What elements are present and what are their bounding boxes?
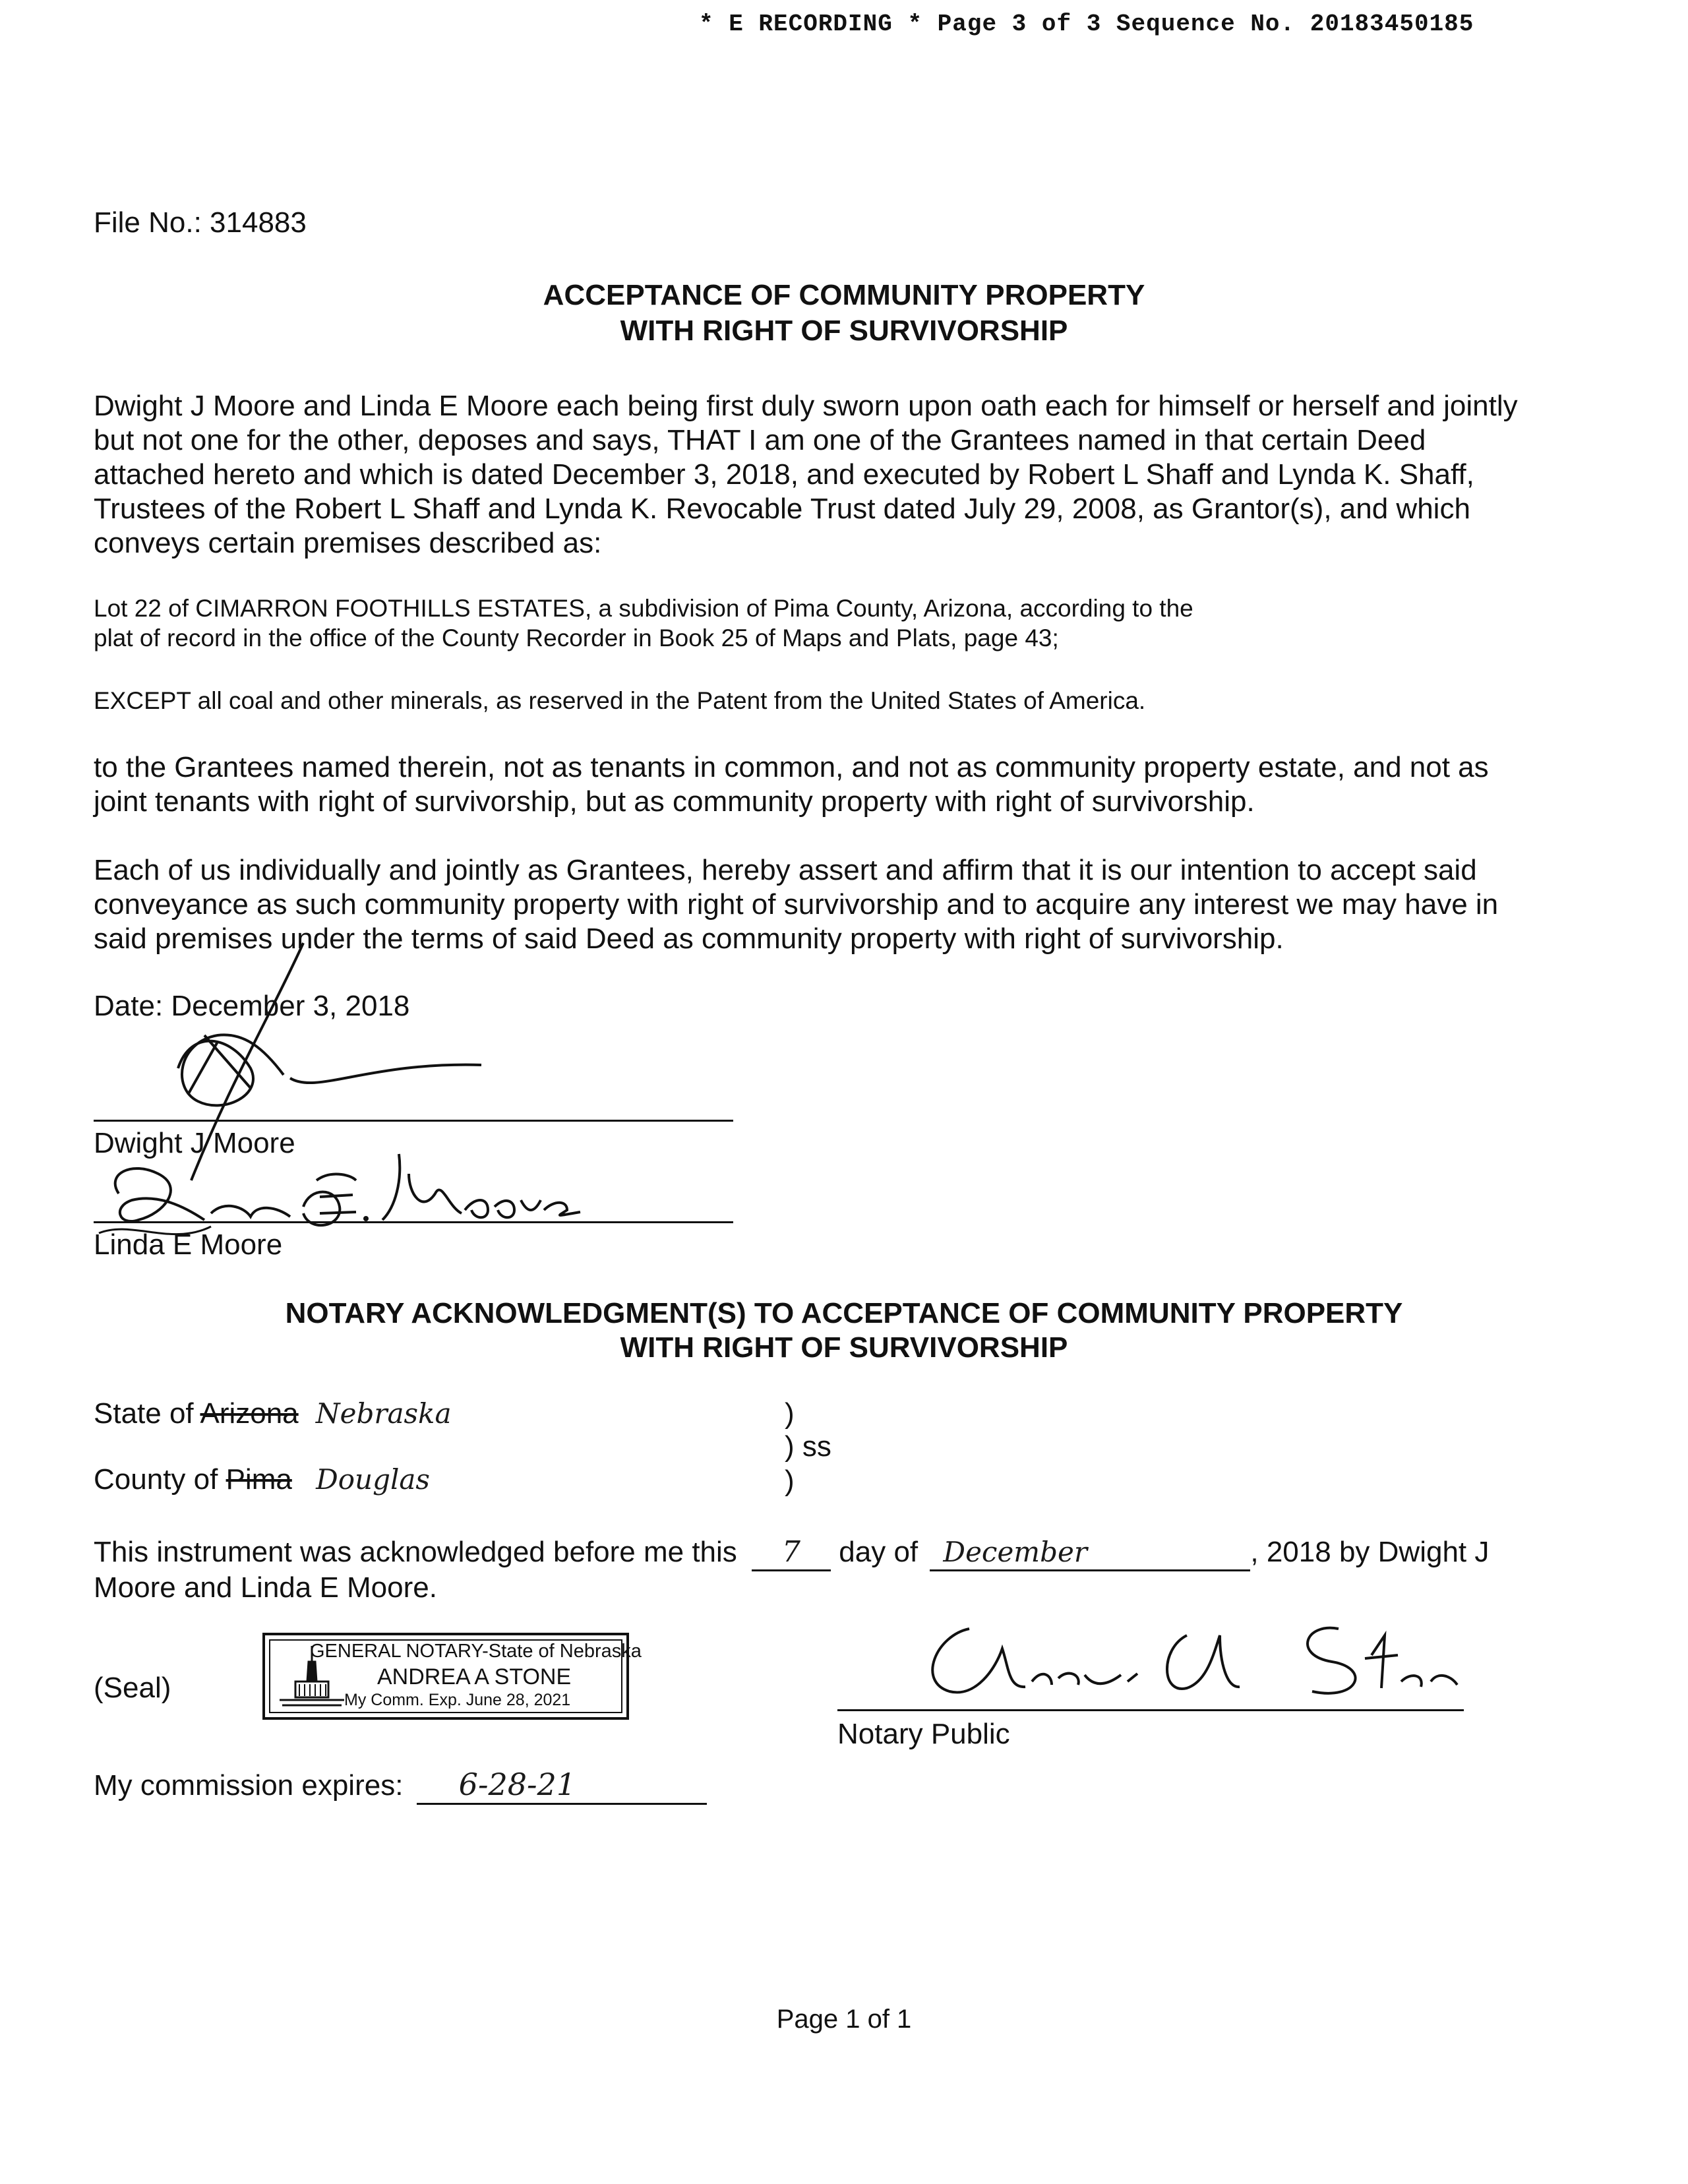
paragraph-1-line: conveys certain premises described as:	[94, 527, 602, 559]
seal-label: (Seal)	[94, 1672, 171, 1704]
ack-mid: day of	[839, 1536, 919, 1568]
notary-public-label: Notary Public	[837, 1718, 1010, 1750]
signer-2-name: Linda E Moore	[94, 1228, 283, 1261]
ack-day: 7	[782, 1535, 801, 1569]
document-title-line2: WITH RIGHT OF SURVIVORSHIP	[620, 315, 1068, 347]
paragraph-1	[94, 389, 1518, 561]
acknowledgment-line-1	[94, 1535, 1489, 1571]
notary-stamp	[262, 1633, 642, 1720]
date-line: Date: December 3, 2018	[94, 990, 410, 1022]
legal-description-line: Lot 22 of CIMARRON FOOTHILLS ESTATES, a subdivision of Pima County, Arizona, according to the	[94, 595, 1193, 622]
notary-title-line1: NOTARY ACKNOWLEDGMENT(S) TO ACCEPTANCE OF COMMUNITY PROPERTY	[285, 1297, 1403, 1329]
county-line	[94, 1463, 430, 1497]
notary-signature-line	[837, 1709, 1464, 1711]
commission-value: 6-28-21	[458, 1767, 576, 1802]
paragraph-1-line: Dwight J Moore and Linda E Moore each being first duly sworn upon oath each for himself or herself and jointly	[94, 390, 1518, 422]
recording-header: * E RECORDING * Page 3 of 3 Sequence No. 20183450185	[699, 11, 1474, 38]
bracket-ss: ) ss	[785, 1430, 831, 1463]
bracket-bottom: )	[785, 1465, 795, 1497]
notary-signature-scribble	[910, 1609, 1464, 1708]
bracket-top: )	[785, 1397, 795, 1430]
paragraph-2-line: joint tenants with right of survivorship, but as community property with right of survivorship.	[94, 785, 1255, 818]
state-line	[94, 1397, 452, 1431]
commission-label: My commission expires:	[94, 1769, 404, 1802]
ack-month: December	[943, 1536, 1087, 1568]
ack-pre: This instrument was acknowledged before me this	[94, 1536, 737, 1568]
county-label: County of	[94, 1463, 218, 1496]
ack-post: , 2018 by Dwight J	[1250, 1536, 1490, 1568]
paragraph-1-line: attached hereto and which is dated December 3, 2018, and executed by Robert L Shaff and Lynda K. Shaff,	[94, 458, 1474, 491]
paragraph-2	[94, 750, 1489, 819]
legal-description	[94, 593, 1193, 653]
stamp-line-2: ANDREA A STONE	[377, 1664, 572, 1689]
paragraph-3-line: conveyance as such community property with right of survivorship and to acquire any interest we may have in	[94, 888, 1499, 921]
notary-title-line2: WITH RIGHT OF SURVIVORSHIP	[620, 1331, 1068, 1364]
paragraph-1-line: Trustees of the Robert L Shaff and Lynda K. Revocable Trust dated July 29, 2008, as Grantor(s), and which	[94, 493, 1470, 525]
signature-line-1	[94, 1120, 733, 1122]
state-handwritten: Nebraska	[315, 1397, 452, 1430]
signer-1-name: Dwight J Moore	[94, 1127, 295, 1159]
file-number: File No.: 314883	[94, 206, 307, 239]
state-struck: Arizona	[200, 1397, 299, 1430]
mineral-exception: EXCEPT all coal and other minerals, as reserved in the Patent from the United States of America.	[94, 687, 1146, 714]
paragraph-2-line: to the Grantees named therein, not as tenants in common, and not as community property estate, and not as	[94, 751, 1489, 783]
county-struck: Pima	[226, 1463, 292, 1496]
commission-line	[94, 1767, 707, 1805]
paragraph-3-line: Each of us individually and jointly as Grantees, hereby assert and affirm that it is our intention to accept said	[94, 854, 1477, 886]
acknowledgment-line-2: Moore and Linda E Moore.	[94, 1571, 437, 1604]
county-handwritten: Douglas	[316, 1463, 430, 1496]
paragraph-1-line: but not one for the other, deposes and says, THAT I am one of the Grantees named in that certain Deed	[94, 424, 1426, 456]
stamp-line-3: My Comm. Exp. June 28, 2021	[344, 1691, 571, 1709]
stamp-line-1: GENERAL NOTARY-State of Nebraska	[310, 1641, 642, 1662]
signature-line-2	[94, 1221, 733, 1223]
state-label: State of	[94, 1397, 194, 1430]
page-footer: Page 1 of 1	[776, 2005, 912, 2034]
legal-description-line: plat of record in the office of the County Recorder in Book 25 of Maps and Plats, page 43;	[94, 624, 1059, 652]
paragraph-3-line: said premises under the terms of said Deed as community property with right of survivorship.	[94, 923, 1284, 955]
document-title-line1: ACCEPTANCE OF COMMUNITY PROPERTY	[543, 279, 1145, 311]
